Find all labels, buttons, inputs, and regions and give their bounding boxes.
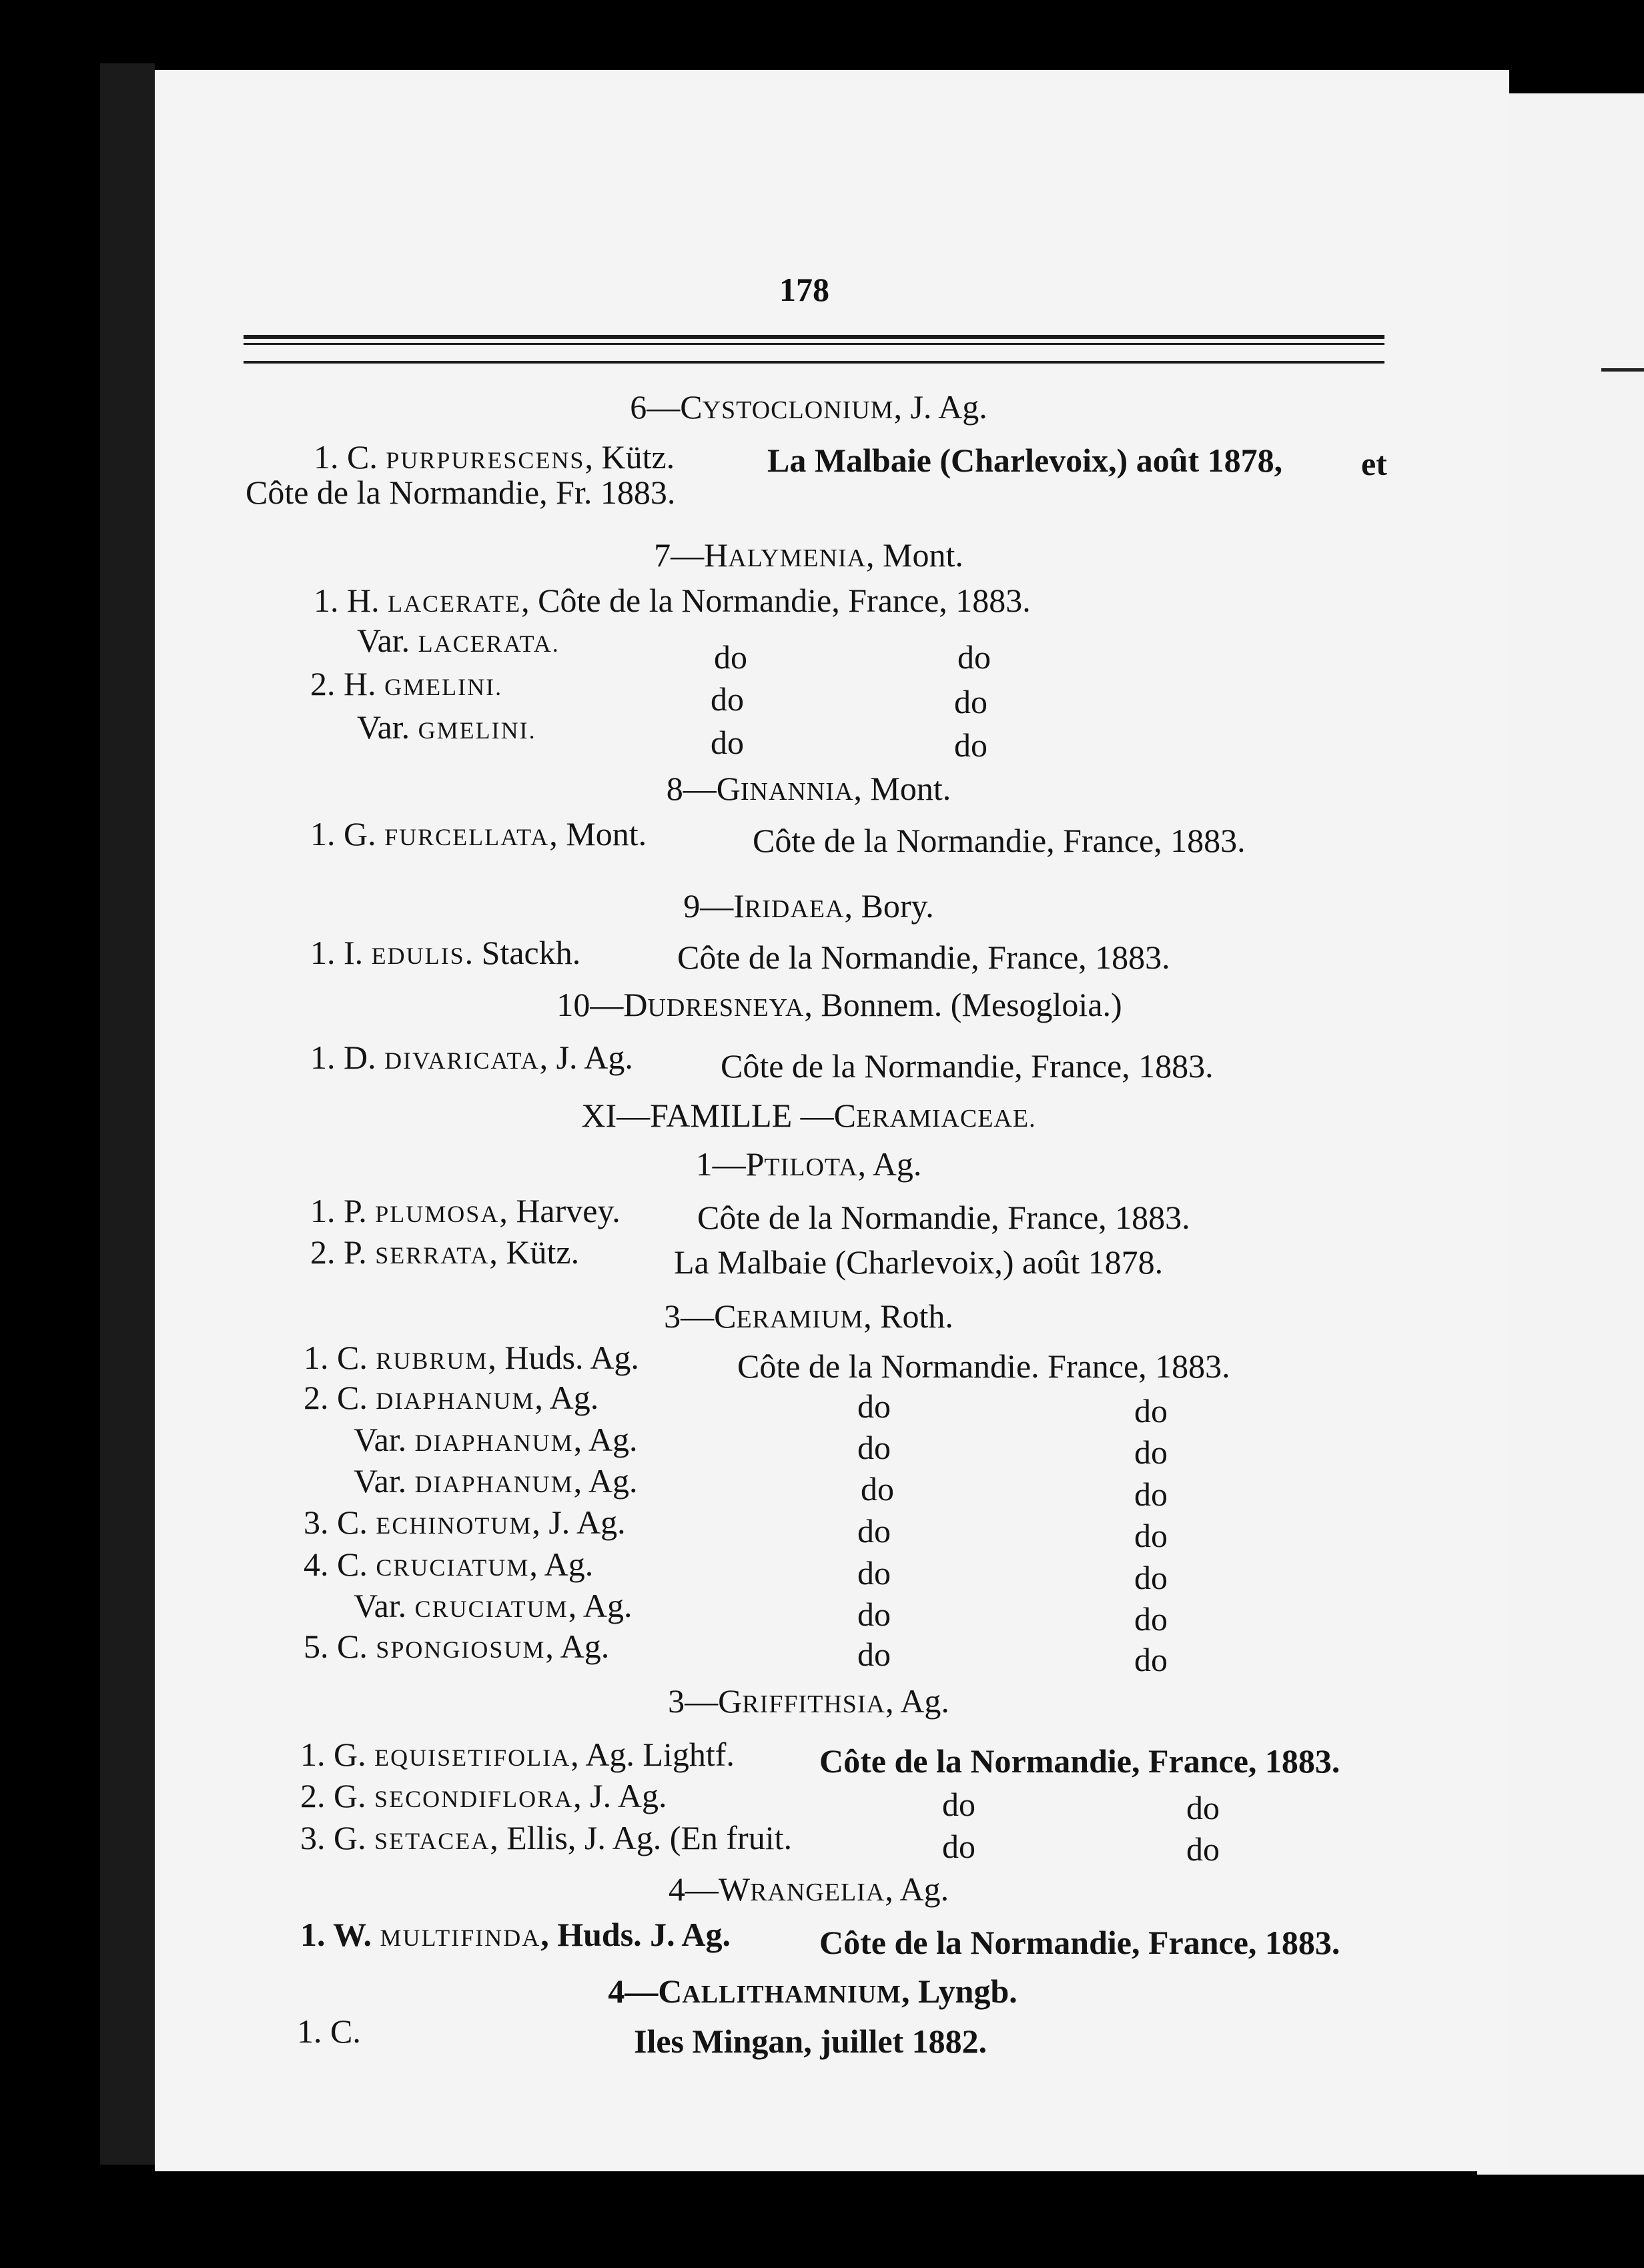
ditto-mark: do [861, 1470, 894, 1508]
genus-heading: 8—GINANNIA, Mont. [666, 770, 951, 807]
species-entry: 4. C. CRUCIATUM, Ag. [304, 1546, 594, 1583]
species-entry: 5. C. SPONGIOSUM, Ag. [304, 1628, 610, 1665]
genus-heading: 10—DUDRESNEYA, Bonnem. (Mesogloia.) [556, 986, 1122, 1023]
ditto-mark: do [1134, 1517, 1168, 1554]
variety-entry: Var. CRUCIATUM, Ag. [354, 1587, 633, 1624]
locality: Côte de la Normandie, France, 1883. [697, 1199, 1190, 1236]
locality: Côte de la Normandie. France, 1883. [737, 1347, 1230, 1385]
locality: Côte de la Normandie, France, 1883. [819, 1742, 1340, 1780]
ditto-mark: do [711, 724, 744, 761]
ditto-mark: do [1134, 1641, 1168, 1678]
ditto-mark: do [714, 638, 747, 676]
ditto-mark: do [954, 683, 987, 720]
locality: Côte de la Normandie, France, 1883. [677, 939, 1170, 976]
genus-heading: 4—WRANGELIA, Ag. [668, 1870, 949, 1908]
genus-heading: 1—PTILOTA, Ag. [695, 1145, 922, 1183]
ditto-mark: do [857, 1429, 891, 1466]
ditto-mark: do [857, 1512, 891, 1550]
species-entry: 1. C. RUBRUM, Huds. Ag. [304, 1339, 639, 1376]
ditto-mark: do [954, 726, 987, 764]
species-entry: 2. P. SERRATA, Kütz. [310, 1233, 580, 1271]
genus-heading: 9—IRIDAEA, Bory. [683, 887, 934, 925]
ditto-mark: do [711, 680, 744, 718]
page-number: 178 [779, 271, 829, 308]
species-entry: 1. G. FURCELLATA, Mont. [310, 815, 647, 853]
header-rule [244, 343, 1384, 345]
species-entry: 1. H. LACERATE, Côte de la Normandie, France, 1883. [314, 582, 1031, 619]
locality: Côte de la Normandie, France, 1883. [753, 822, 1246, 859]
ditto-mark: do [857, 1596, 891, 1633]
ditto-mark: do [1186, 1789, 1220, 1826]
genus-heading: 3—CERAMIUM, Roth. [664, 1297, 953, 1335]
ditto-mark: do [942, 1786, 975, 1823]
variety-entry: Var. GMELINI. [357, 708, 536, 746]
ditto-mark: do [1134, 1600, 1168, 1638]
header-rule [244, 361, 1384, 364]
species-entry: 1. C. [297, 2013, 361, 2050]
ditto-mark: do [857, 1636, 891, 1673]
variety-entry: Var. LACERATA. [357, 622, 560, 659]
ditto-mark: do [1134, 1434, 1168, 1471]
variety-entry: Var. DIAPHANUM, Ag. [354, 1462, 638, 1500]
species-entry: 1. W. MULTIFINDA, Huds. J. Ag. [300, 1916, 731, 1953]
locality: Côte de la Normandie, France, 1883. [721, 1047, 1214, 1085]
locality: La Malbaie (Charlevoix,) août 1878. [674, 1243, 1164, 1281]
ditto-mark: do [1134, 1392, 1168, 1430]
family-heading: XI—FAMILLE —CERAMIACEAE. [581, 1097, 1036, 1134]
species-entry: 2. C. DIAPHANUM, Ag. [304, 1379, 599, 1416]
genus-heading: 4—CALLITHAMNIUM, Lyngb. [608, 1972, 1017, 2010]
locality: La Malbaie (Charlevoix,) août 1878, [767, 442, 1283, 479]
species-entry: 3. G. SETACEA, Ellis, J. Ag. (En fruit. [300, 1819, 792, 1856]
ditto-mark: do [857, 1554, 891, 1592]
locality-continued: et [1361, 445, 1387, 482]
species-entry: 1. I. EDULIS. Stackh. [310, 934, 581, 971]
ditto-mark: do [1134, 1476, 1168, 1513]
ditto-mark: do [1186, 1830, 1220, 1868]
ditto-mark: do [942, 1828, 975, 1865]
genus-heading: 7—HALYMENIA, Mont. [654, 536, 963, 574]
locality: Côte de la Normandie, Fr. 1883. [246, 474, 676, 511]
variety-entry: Var. DIAPHANUM, Ag. [354, 1421, 638, 1458]
header-rule [244, 335, 1384, 339]
species-entry: 1. C. PURPURESCENS, Kütz. [314, 438, 675, 476]
species-entry: 1. D. DIVARICATA, J. Ag. [310, 1039, 633, 1076]
facing-page-rule [1601, 368, 1644, 372]
species-entry: 3. C. ECHINOTUM, J. Ag. [304, 1504, 626, 1541]
book-spine [100, 63, 155, 2165]
genus-heading: 6—CYSTOCLONIUM, J. Ag. [630, 388, 987, 426]
species-entry: 1. G. EQUISETIFOLIA, Ag. Lightf. [300, 1736, 735, 1773]
ditto-mark: do [957, 638, 991, 676]
locality: Côte de la Normandie, France, 1883. [819, 1924, 1340, 1961]
ditto-mark: do [1134, 1559, 1168, 1596]
species-entry: 2. G. SECONDIFLORA, J. Ag. [300, 1777, 667, 1814]
ditto-mark: do [857, 1387, 891, 1425]
locality: Iles Mingan, juillet 1882. [634, 2023, 987, 2060]
species-entry: 1. P. PLUMOSA, Harvey. [310, 1192, 621, 1229]
species-entry: 2. H. GMELINI. [310, 665, 503, 702]
genus-heading: 3—GRIFFITHSIA, Ag. [668, 1682, 949, 1720]
